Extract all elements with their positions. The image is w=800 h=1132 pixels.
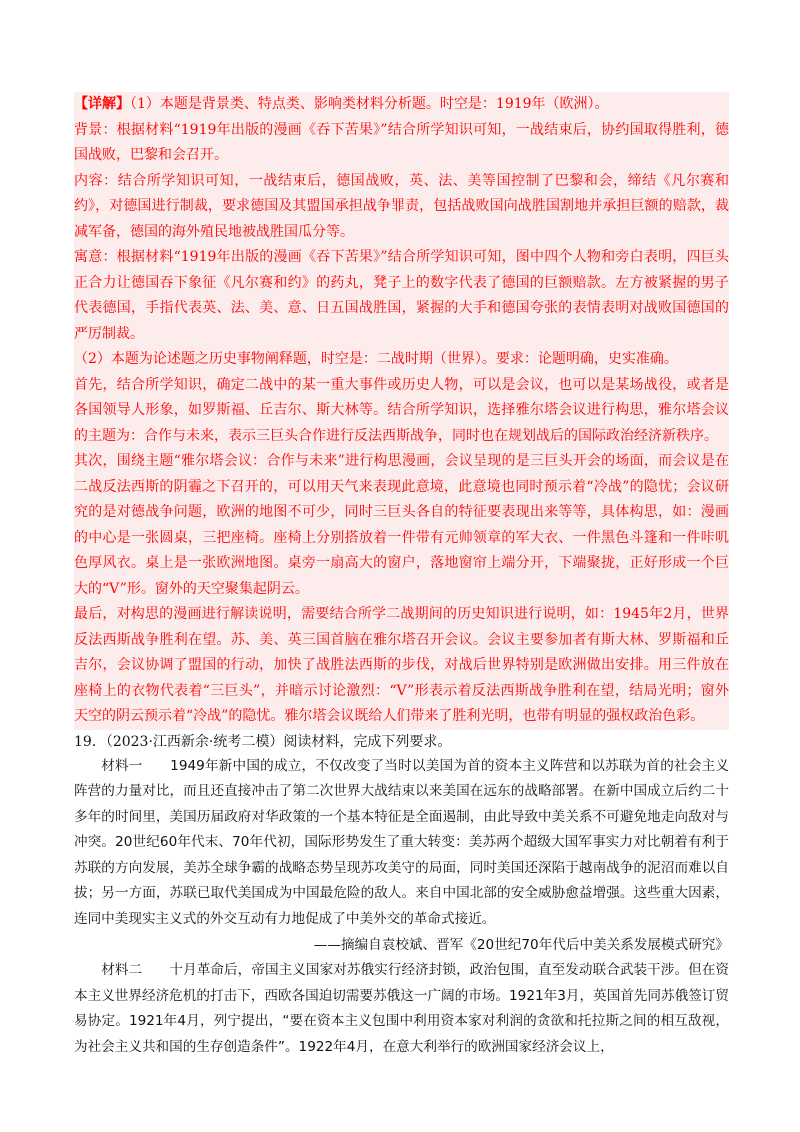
answer-first: 首先，结合所学知识，确定二战中的某一重大事件或历史人物，可以是会议，也可以是某场战役，或者是各国领导人形象，如罗斯福、丘吉尔、斯大林等。结合所学知识，选择雅尔塔会议进行构思，雅尔塔会议的主题为：合作与未来，表示三巨头合作进行反法西斯战争，同时也在规划战后的国际政治经济新秩序。 — [74, 376, 729, 444]
answer-block — [74, 92, 729, 730]
material-one: 材料一 1949年新中国的成立，不仅改变了当时以美国为首的资本主义阵营和以苏联为首的社会主义阵营的力量对比，而且还直接冲击了第二次世界大战结束以来美国在远东的战略部署。在新中国成立后约二十多年的时间里，美国历届政府对华政策的一个基本特征是全面遏制，由此导致中美关系不可避免地走向敌对与冲突。20世纪60年代末、70年代初，国际形势发生了重大转变：美苏两个超级大国军事实力对比朝着有利于苏联的方向发展，美苏全球争霸的战略态势呈现苏攻美守的局面，同时美国还深陷于越南战争的泥沼而难以自拔；另一方面，苏联已取代美国成为中国最危险的敌人。来自中国北部的安全威胁愈益增强。这些重大因素，连同中美现实主义式的外交互动有力地促成了中美外交的革命式接近。 — [74, 757, 729, 927]
answer-content: 内容：结合所学知识可知，一战结束后，德国战败，英、法、美等国控制了巴黎和会，缔结《凡尔赛和约》，对德国进行制裁，要求德国及其盟国承担战争罪责，包括战败国向战胜国割地并承担巨额的赔款，裁减军备，德国的海外殖民地被战胜国瓜分等。 — [74, 172, 729, 240]
material-one-source: ——摘编自袁校斌、晋军《20世纪70年代后中美关系发展模式研究》 — [313, 937, 729, 953]
page-content — [74, 92, 729, 1060]
material-two: 材料二 十月革命后，帝国主义国家对苏俄实行经济封锁，政治包围，直至发动联合武装干涉。但在资本主义世界经济危机的打击下，西欧各国迫切需要苏俄这一广阔的市场。1921年3月，英国首先同苏俄签订贸易协定。1921年4月，列宁提出，“要在资本主义包围中利用资本家对利润的贪欲和托拉斯之间的相互敌视，为社会主义共和国的生存创造条件”。1922年4月，在意大利举行的欧洲国家经济会议上， — [74, 962, 729, 1055]
answer-part1-title — [74, 92, 729, 118]
answer-last: 最后，对构思的漫画进行解读说明，需要结合所学二战期间的历史知识进行说明，如：1945年2月，世界反法西斯战争胜利在望。苏、美、英三国首脑在雅尔塔召开会议。会议主要参加者有斯大林、罗斯福和丘吉尔，会议协调了盟国的行动，加快了战胜法西斯的步伐，对战后世界特别是欧洲做出安排。用三件放在座椅上的衣物代表着“三巨头”，并暗示讨论激烈：“V”形表示着反法西斯战争胜利在望，结局光明；窗外天空的阴云预示着“冷战”的隐忧。雅尔塔会议既给人们带来了胜利光明，也带有明显的强权政治色彩。 — [74, 606, 729, 724]
answer-background: 背景：根据材料“1919年出版的漫画《吞下苦果》”结合所学知识可知，一战结束后，协约国取得胜利，德国战败，巴黎和会召开。 — [74, 121, 729, 163]
answer-tag: 【详解】 — [74, 96, 130, 112]
answer-part1-text: （1）本题是背景类、特点类、影响类材料分析题。时空是：1919年（欧洲）。 — [130, 96, 609, 112]
answer-part2-title: （2）本题为论述题之历史事物阐释题，时空是：二战时期（世界）。要求：论题明确，史实准确。 — [74, 351, 678, 367]
question-19: 19．（2023·江西新余·统考二模）阅读材料，完成下列要求。 — [74, 733, 452, 750]
answer-second: 其次，围绕主题“雅尔塔会议：合作与未来”进行构思漫画，会议呈现的是三巨头开会的场面，而会议是在二战反法西斯的阴霾之下召开的，可以用天气来表现此意境，此意境也同时预示着“冷战”的隐忧；会议研究的是对德战争问题，欧洲的地图不可少，同时三巨头各自的特征要表现出来等等，具体构思，如：漫画的中心是一张圆桌，三把座椅。座椅上分别搭放着一件带有元帅领章的军大衣、一件黑色斗篷和一件咔叽色厚风衣。桌上是一张欧洲地图。桌旁一扇高大的窗户，落地窗帘上端分开，下端聚拢，正好形成一个巨大的“V”形。窗外的天空聚集起阴云。 — [74, 453, 729, 597]
answer-meaning: 寓意：根据材料“1919年出版的漫画《吞下苦果》”结合所学知识可知，图中四个人物和旁白表明，四巨头正合力让德国吞下象征《凡尔赛和约》的药丸，凳子上的数字代表了德国的巨额赔款。左方被紧握的男子代表德国，手指代表英、法、美、意、日五国战胜国，紧握的大手和德国夸张的表情表明对战败国德国的严厉制裁。 — [74, 249, 729, 342]
